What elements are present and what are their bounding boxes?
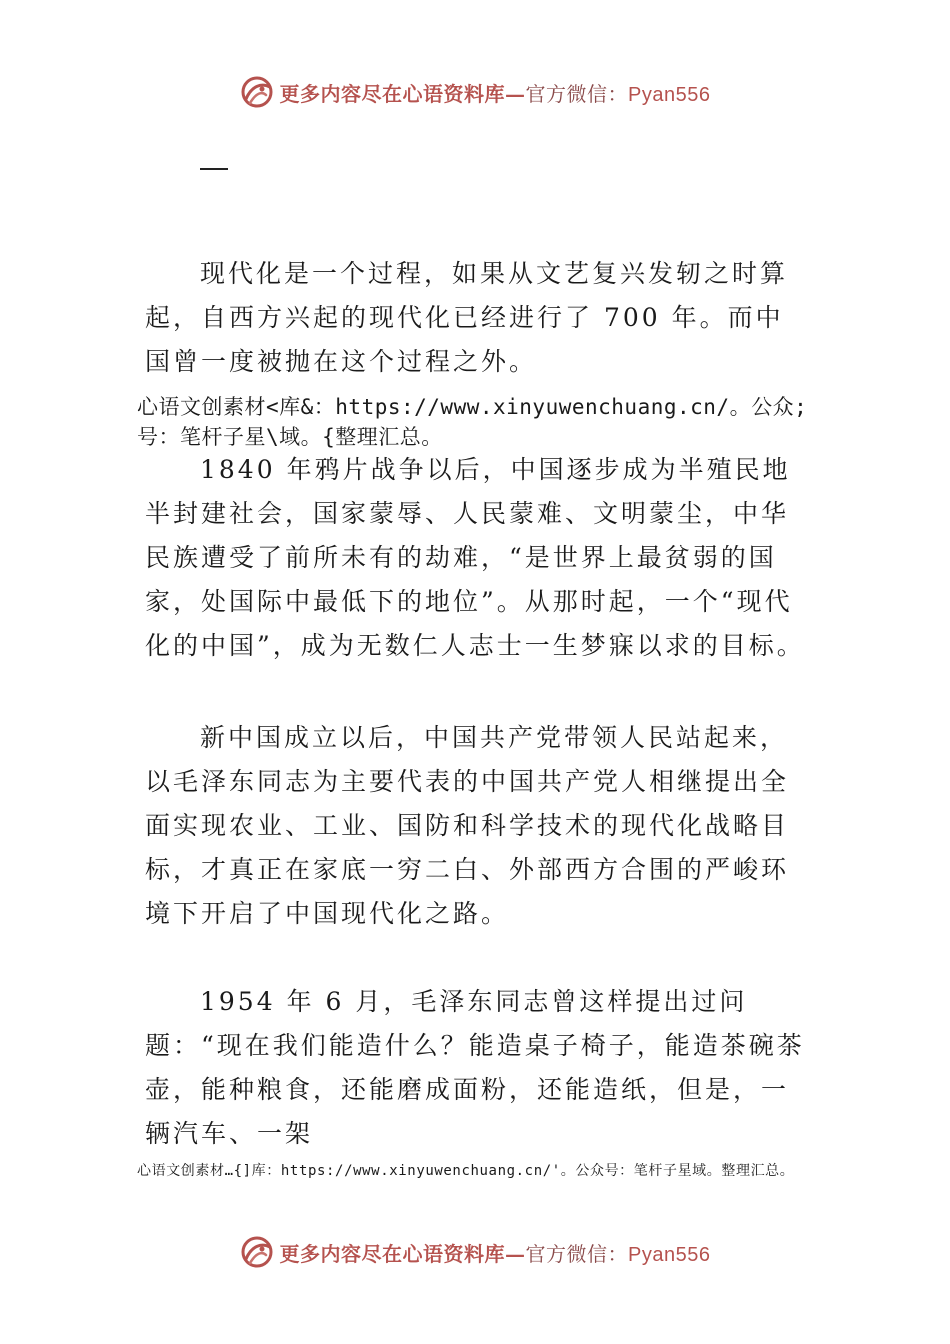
header-banner bbox=[0, 72, 950, 112]
paragraph-4: 1954 年 6 月，毛泽东同志曾这样提出过问题：“现在我们能造什么？能造桌子椅子，能造茶碗茶壶，能种粮食，还能磨成面粉，还能造纸，但是，一辆汽车、一架 bbox=[145, 987, 805, 1148]
header-banner-content bbox=[240, 75, 711, 109]
header-wechat-id: Pyan556 bbox=[628, 83, 711, 106]
paragraph-1: 现代化是一个过程，如果从文艺复兴发轫之时算起，自西方兴起的现代化已经进行了 700 年。而中国曾一度被抛在这个过程之外。 bbox=[145, 259, 789, 376]
red-swirl-logo-icon bbox=[240, 75, 274, 109]
header-wechat-label: 官方微信： bbox=[525, 81, 629, 106]
header-banner-dash: — bbox=[505, 81, 526, 106]
paragraph-2: 1840 年鸦片战争以后，中国逐步成为半殖民地半封建社会，国家蒙辱、人民蒙难、文明蒙尘，中华民族遭受了前所未有的劫难，“是世界上最贫弱的国家，处国际中最低下的地位”。从那时起，一个“现代化的中国”，成为无数仁人志士一生梦寐以求的目标。 bbox=[145, 455, 805, 660]
section-heading-one bbox=[200, 168, 228, 170]
footer-banner bbox=[0, 1232, 950, 1272]
footer-wechat-label: 官方微信： bbox=[525, 1241, 629, 1266]
footer-banner-dash: — bbox=[505, 1241, 526, 1266]
watermark-note-1: 心语文创素材<库&：https://www.xinyuwenchuang.cn/。公众;号：笔杆子星\域。{整理汇总。 bbox=[137, 395, 808, 449]
red-swirl-logo-icon bbox=[240, 1235, 274, 1269]
watermark-note-2: 心语文创素材…{]库：https://www.xinyuwenchuang.cn/'。公众号：笔杆子星域。整理汇总。 bbox=[137, 1163, 795, 1179]
footer-banner-content bbox=[240, 1235, 711, 1269]
paragraph-3: 新中国成立以后，中国共产党带领人民站起来，以毛泽东同志为主要代表的中国共产党人相继提出全面实现农业、工业、国防和科学技术的现代化战略目标，才真正在家底一穷二白、外部西方合围的严峻环境下开启了中国现代化之路。 bbox=[145, 723, 790, 928]
footer-banner-text bbox=[280, 1238, 711, 1267]
header-banner-text bbox=[280, 78, 711, 107]
footer-wechat-id: Pyan556 bbox=[628, 1243, 711, 1266]
header-banner-main: 更多内容尽在心语资料库 bbox=[279, 81, 506, 106]
footer-banner-main: 更多内容尽在心语资料库 bbox=[279, 1241, 506, 1266]
